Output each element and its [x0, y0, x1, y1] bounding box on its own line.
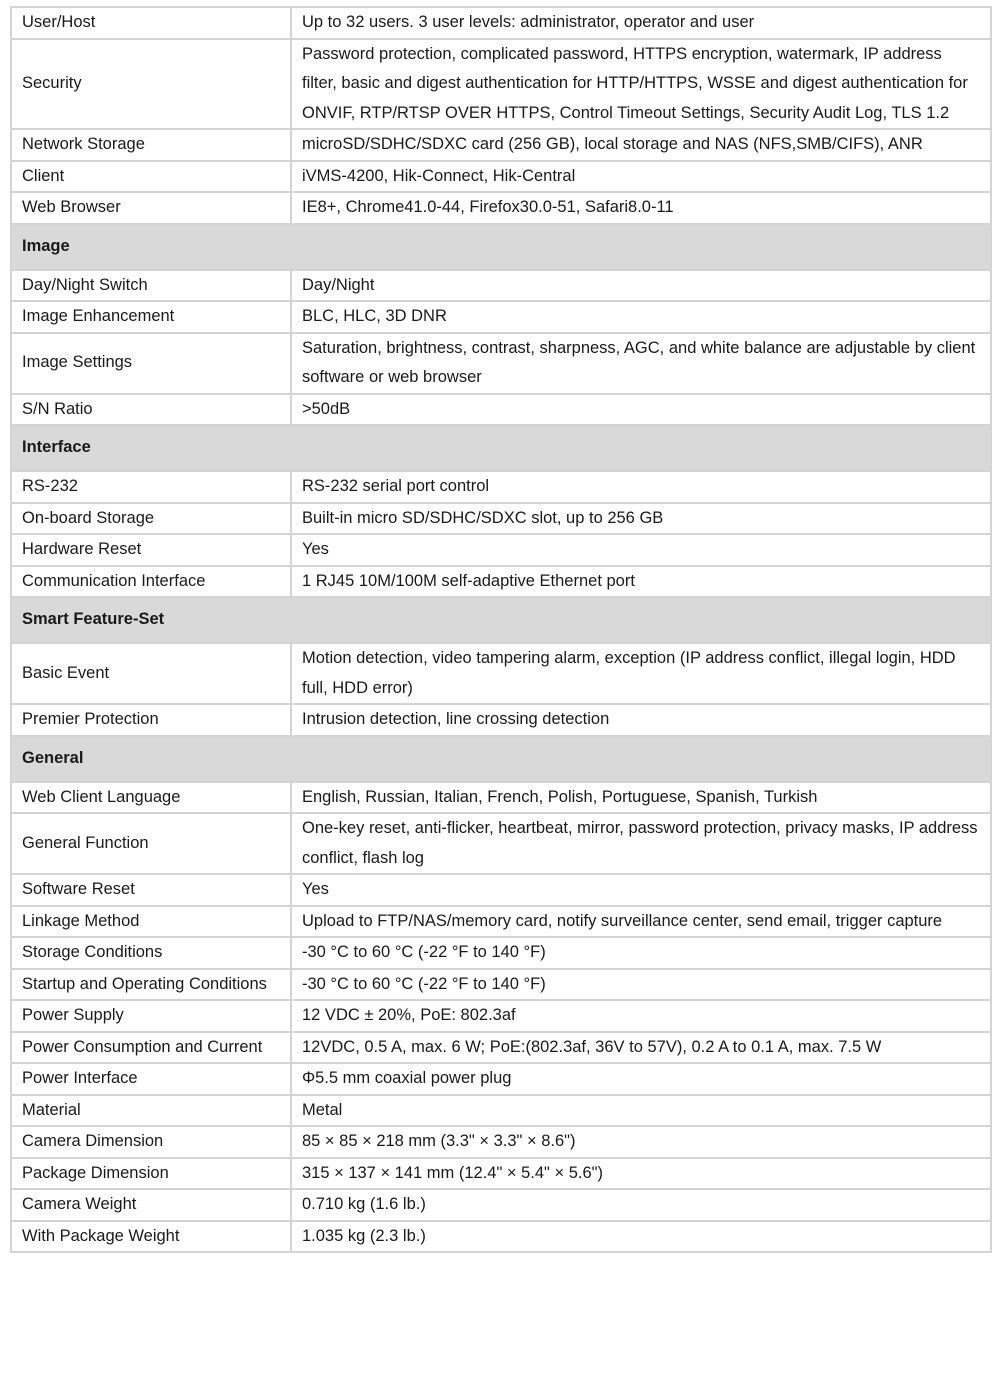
table-row: [11, 782, 991, 814]
spec-label: Startup and Operating Conditions: [11, 969, 291, 1001]
spec-label: Basic Event: [11, 643, 291, 704]
spec-label: User/Host: [11, 7, 291, 39]
table-row: [11, 1095, 991, 1127]
spec-label: Day/Night Switch: [11, 270, 291, 302]
spec-value: English, Russian, Italian, French, Polish, Portuguese, Spanish, Turkish: [291, 782, 991, 814]
section-title: General: [11, 736, 991, 782]
spec-value: microSD/SDHC/SDXC card (256 GB), local storage and NAS (NFS,SMB/CIFS), ANR: [291, 129, 991, 161]
spec-label: Image Enhancement: [11, 301, 291, 333]
spec-value: Up to 32 users. 3 user levels: administrator, operator and user: [291, 7, 991, 39]
table-row: [11, 906, 991, 938]
spec-value: 315 × 137 × 141 mm (12.4" × 5.4" × 5.6"): [291, 1158, 991, 1190]
spec-value: 12VDC, 0.5 A, max. 6 W; PoE:(802.3af, 36V to 57V), 0.2 A to 0.1 A, max. 7.5 W: [291, 1032, 991, 1064]
table-row: [11, 333, 991, 394]
table-row: [11, 874, 991, 906]
spec-value: RS-232 serial port control: [291, 471, 991, 503]
section-header-general: [11, 736, 991, 782]
spec-value: Motion detection, video tampering alarm, exception (IP address conflict, illegal login, HDD full, HDD error): [291, 643, 991, 704]
spec-value: 12 VDC ± 20%, PoE: 802.3af: [291, 1000, 991, 1032]
spec-value: 1.035 kg (2.3 lb.): [291, 1221, 991, 1253]
table-row: [11, 1032, 991, 1064]
spec-value: >50dB: [291, 394, 991, 426]
spec-sheet: [10, 6, 990, 1253]
table-row: [11, 129, 991, 161]
spec-label: On-board Storage: [11, 503, 291, 535]
spec-value: Upload to FTP/NAS/memory card, notify surveillance center, send email, trigger capture: [291, 906, 991, 938]
spec-value: Yes: [291, 874, 991, 906]
table-row: [11, 969, 991, 1001]
spec-label: Power Interface: [11, 1063, 291, 1095]
section-title: Interface: [11, 425, 991, 471]
spec-label: Power Supply: [11, 1000, 291, 1032]
spec-label: Power Consumption and Current: [11, 1032, 291, 1064]
spec-label: Network Storage: [11, 129, 291, 161]
table-row: [11, 704, 991, 736]
spec-value: BLC, HLC, 3D DNR: [291, 301, 991, 333]
spec-label: RS-232: [11, 471, 291, 503]
spec-value: Saturation, brightness, contrast, sharpness, AGC, and white balance are adjustable by client software or web browser: [291, 333, 991, 394]
table-row: [11, 1189, 991, 1221]
table-row: [11, 1158, 991, 1190]
spec-label: Communication Interface: [11, 566, 291, 598]
spec-value: Day/Night: [291, 270, 991, 302]
spec-label: Client: [11, 161, 291, 193]
section-header-interface: [11, 425, 991, 471]
spec-label: Software Reset: [11, 874, 291, 906]
table-row: [11, 813, 991, 874]
spec-label: Image Settings: [11, 333, 291, 394]
spec-label: Web Browser: [11, 192, 291, 224]
spec-label: Security: [11, 39, 291, 130]
table-row: [11, 1063, 991, 1095]
table-row: [11, 1221, 991, 1253]
spec-label: S/N Ratio: [11, 394, 291, 426]
section-title: Smart Feature-Set: [11, 597, 991, 643]
table-row: [11, 7, 991, 39]
table-row: [11, 1000, 991, 1032]
table-row: [11, 301, 991, 333]
spec-label: Linkage Method: [11, 906, 291, 938]
section-title: Image: [11, 224, 991, 270]
spec-value: -30 °C to 60 °C (-22 °F to 140 °F): [291, 969, 991, 1001]
spec-value: 1 RJ45 10M/100M self-adaptive Ethernet port: [291, 566, 991, 598]
spec-label: Web Client Language: [11, 782, 291, 814]
table-row: [11, 643, 991, 704]
spec-value: Yes: [291, 534, 991, 566]
spec-label: Package Dimension: [11, 1158, 291, 1190]
table-row: [11, 937, 991, 969]
table-row: [11, 534, 991, 566]
table-row: [11, 471, 991, 503]
table-row: [11, 39, 991, 130]
table-row: [11, 1126, 991, 1158]
table-row: [11, 566, 991, 598]
spec-value: Intrusion detection, line crossing detection: [291, 704, 991, 736]
spec-label: With Package Weight: [11, 1221, 291, 1253]
spec-value: iVMS-4200, Hik-Connect, Hik-Central: [291, 161, 991, 193]
section-header-image: [11, 224, 991, 270]
spec-label: Camera Weight: [11, 1189, 291, 1221]
spec-value: Metal: [291, 1095, 991, 1127]
spec-value: One-key reset, anti-flicker, heartbeat, mirror, password protection, privacy masks, IP address conflict, flash log: [291, 813, 991, 874]
spec-table-body: [11, 7, 991, 1252]
spec-table: [10, 6, 992, 1253]
spec-label: Premier Protection: [11, 704, 291, 736]
table-row: [11, 161, 991, 193]
section-header-smart-feature-set: [11, 597, 991, 643]
spec-label: Hardware Reset: [11, 534, 291, 566]
table-row: [11, 394, 991, 426]
spec-label: General Function: [11, 813, 291, 874]
table-row: [11, 270, 991, 302]
spec-label: Storage Conditions: [11, 937, 291, 969]
spec-label: Material: [11, 1095, 291, 1127]
spec-value: IE8+, Chrome41.0-44, Firefox30.0-51, Safari8.0-11: [291, 192, 991, 224]
spec-label: Camera Dimension: [11, 1126, 291, 1158]
spec-value: Φ5.5 mm coaxial power plug: [291, 1063, 991, 1095]
spec-value: Built-in micro SD/SDHC/SDXC slot, up to 256 GB: [291, 503, 991, 535]
table-row: [11, 503, 991, 535]
spec-value: 85 × 85 × 218 mm (3.3" × 3.3" × 8.6"): [291, 1126, 991, 1158]
spec-value: 0.710 kg (1.6 lb.): [291, 1189, 991, 1221]
spec-value: -30 °C to 60 °C (-22 °F to 140 °F): [291, 937, 991, 969]
table-row: [11, 192, 991, 224]
spec-value: Password protection, complicated password, HTTPS encryption, watermark, IP address filter, basic and digest authentication for HTTP/HTTPS, WSSE and digest authentication for ONVIF, RTP/RTSP OVER HTTPS, Control Timeout Settings, Security Audit Log, TLS 1.2: [291, 39, 991, 130]
